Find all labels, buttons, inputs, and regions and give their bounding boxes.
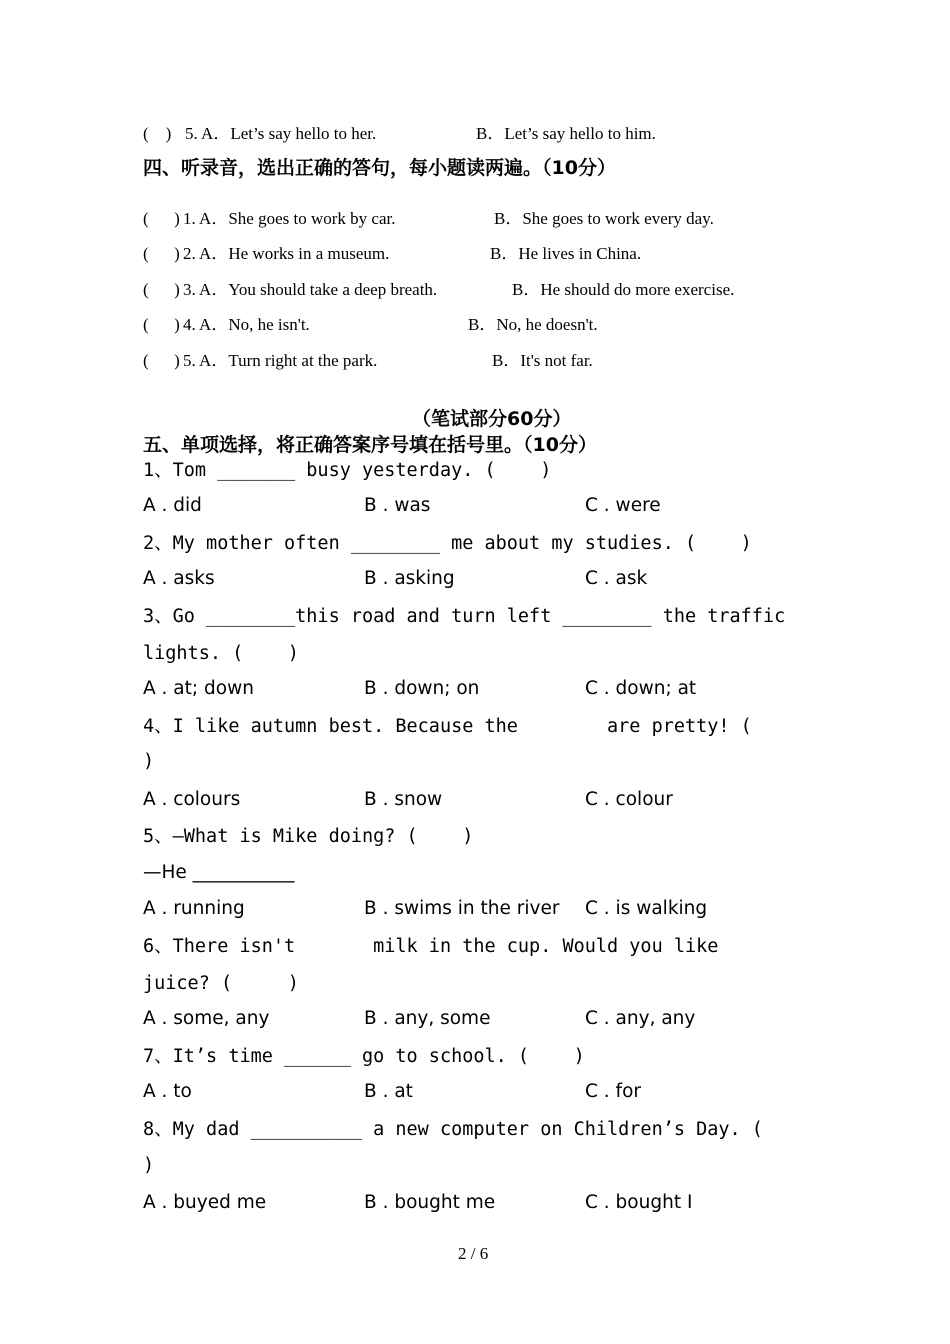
page-number: 2 / 6 (458, 1244, 489, 1263)
s4-q5-option-b: B．It's not far. (492, 351, 593, 370)
s4-q1-option-b: B．She goes to work every day. (494, 209, 714, 228)
s5-q8-line2: ) (143, 1155, 155, 1176)
s5-q6-option-a: A . some, any (143, 1008, 270, 1029)
s5-q8-line1: 8、My dad __________ a new computer on Children’s Day. ( (143, 1119, 763, 1140)
s5-q1-text: 1、Tom _______ busy yesterday. ( ) (143, 460, 552, 481)
s4-q1-option-a: 1. A．She goes to work by car. (183, 209, 396, 228)
s5-q8-option-b: B . bought me (364, 1192, 496, 1213)
s5-q4-option-c: C . colour (585, 789, 673, 810)
s5-q8-option-a: A . buyed me (143, 1192, 267, 1213)
s5-q3-line2: lights. ( ) (143, 643, 299, 664)
listening-q5-option-a: 5. A．Let’s say hello to her. (185, 124, 377, 143)
s5-q4-option-b: B . snow (364, 789, 443, 810)
s5-q2-text: 2、My mother often ________ me about my studies. ( ) (143, 533, 752, 554)
s5-q6-line2: juice? ( ) (143, 973, 299, 994)
s5-q5-text: 5、—What is Mike doing? ( ) (143, 826, 474, 847)
s5-q2-option-c: C . ask (585, 568, 648, 589)
s5-q5-option-b: B . swims in the river (364, 898, 560, 919)
s5-q3-option-a: A . at; down (143, 678, 254, 699)
s4-q2-option-b: B．He lives in China. (490, 244, 642, 263)
s4-q4-option-a: 4. A．No, he isn't. (183, 315, 310, 334)
s5-q5-option-a: A . running (143, 898, 245, 919)
s5-q5-answer-line: —He ___________ (143, 862, 295, 883)
s5-q4-option-a: A . colours (143, 789, 241, 810)
s5-q7-option-c: C . for (585, 1081, 641, 1102)
s5-q7-text: 7、It’s time ______ go to school. ( ) (143, 1046, 585, 1067)
s5-q7-option-b: B . at (364, 1081, 413, 1102)
s5-q2-option-a: A . asks (143, 568, 215, 589)
listening-q5-option-b: B．Let’s say hello to him. (476, 124, 656, 143)
s4-q5-bracket: ( ) (143, 351, 180, 370)
s5-q7-option-a: A . to (143, 1081, 192, 1102)
s5-q3-option-c: C . down; at (585, 678, 697, 699)
s5-q6-option-c: C . any, any (585, 1008, 696, 1029)
s5-q3-line1: 3、Go ________this road and turn left ________ the traffic (143, 606, 786, 627)
s5-q3-option-b: B . down; on (364, 678, 480, 699)
s5-q4-line2: ) (143, 751, 155, 772)
s5-q6-line1: 6、There isn't milk in the cup. Would you like (143, 936, 719, 957)
s5-q1-option-a: A . did (143, 495, 202, 516)
s4-q3-bracket: ( ) (143, 280, 180, 299)
written-part-heading: （笔试部分60分） (412, 408, 572, 430)
s4-q5-option-a: 5. A．Turn right at the park. (183, 351, 378, 370)
s4-q3-option-b: B．He should do more exercise. (512, 280, 735, 299)
s4-q1-bracket: ( ) (143, 209, 180, 228)
s5-q5-option-c: C . is walking (585, 898, 708, 919)
listening-q5-bracket: ( ) (143, 124, 172, 143)
s4-q4-option-b: B．No, he doesn't. (468, 315, 598, 334)
s4-q2-option-a: 2. A．He works in a museum. (183, 244, 390, 263)
s4-q2-bracket: ( ) (143, 244, 180, 263)
s5-q2-option-b: B . asking (364, 568, 455, 589)
s4-q3-option-a: 3. A．You should take a deep breath. (183, 280, 438, 299)
s5-q1-option-c: C . were (585, 495, 661, 516)
section4-title: 四、听录音，选出正确的答句，每小题读两遍。（10分） (143, 157, 616, 179)
s5-q1-option-b: B . was (364, 495, 431, 516)
s5-q8-option-c: C . bought I (585, 1192, 693, 1213)
section5-title: 五、单项选择，将正确答案序号填在括号里。（10分） (143, 434, 597, 456)
s4-q4-bracket: ( ) (143, 315, 180, 334)
s5-q4-line1: 4、I like autumn best. Because the are pretty! ( (143, 716, 752, 737)
s5-q6-option-b: B . any, some (364, 1008, 491, 1029)
